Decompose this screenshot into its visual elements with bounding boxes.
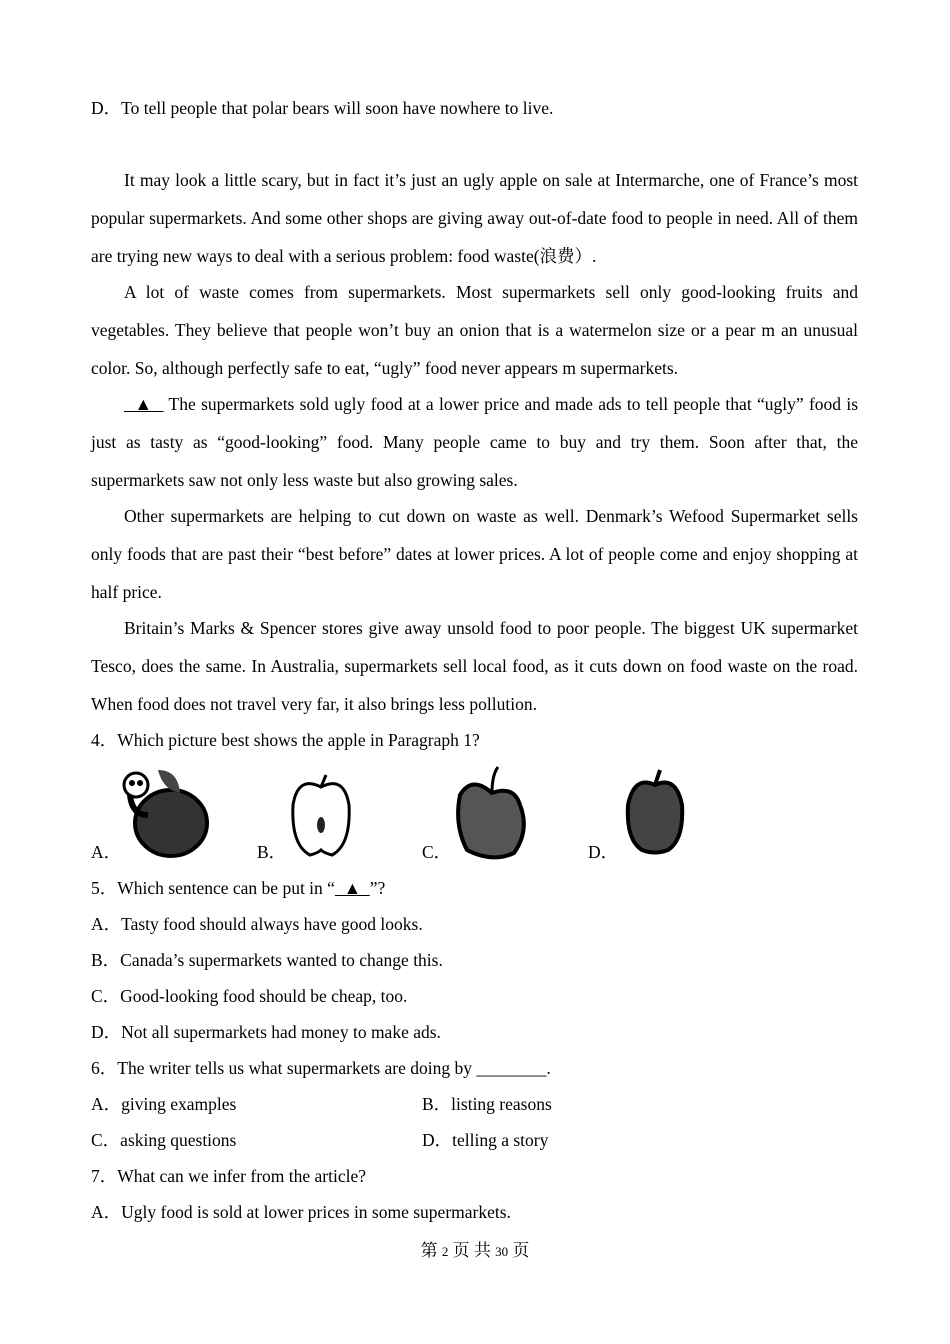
q4-label-d: D． — [588, 842, 619, 862]
q4-label-b: B． — [257, 842, 287, 862]
question-4: 4．Which picture best shows the apple in Paragraph 1? — [91, 730, 480, 750]
paragraph-1: It may look a little scary, but in fact it’s just an ugly apple on sale at Intermarche, one of France’s most popular supermarkets. And some other shops are giving away out-of-date food to people in need. All of them are trying new ways to deal with a serious problem: food waste(浪费）. — [91, 170, 858, 266]
q6-option-d[interactable]: D．telling a story — [422, 1130, 549, 1150]
paragraph-5: Britain’s Marks & Spencer stores give away unsold food to poor people. The biggest UK supermarket Tesco, does the same. In Australia, supermarkets sell local food, as it cuts down on food waste on the road. When food does not travel very far, it also brings less pollution. — [91, 618, 858, 714]
q4-label-a: A． — [91, 842, 122, 862]
q6-option-a[interactable]: A．giving examples — [91, 1094, 237, 1114]
apple-dark-image — [622, 765, 692, 860]
apple-with-worm-image — [118, 765, 213, 860]
blank-marker: ▲ — [134, 394, 153, 414]
q7-option-a[interactable]: A．Ugly food is sold at lower prices in some supermarkets. — [91, 1202, 511, 1222]
paragraph-3: ▲ The supermarkets sold ugly food at a lower price and made ads to tell people that “ugly” food is just as tasty as “good-looking” food. Many people came to buy and try them. Soon after that, the supermarkets saw not only less waste but also growing sales. — [91, 394, 859, 490]
q6-option-b[interactable]: B．listing reasons — [422, 1094, 552, 1114]
q5-option-a[interactable]: A．Tasty food should always have good looks. — [91, 914, 423, 934]
q5-option-b[interactable]: B．Canada’s supermarkets wanted to change this. — [91, 950, 443, 970]
q6-option-c[interactable]: C．asking questions — [91, 1130, 237, 1150]
q4-label-c: C． — [422, 842, 452, 862]
page-footer: 第 2 页 共 30 页 — [420, 1241, 530, 1260]
q5-option-d[interactable]: D．Not all supermarkets had money to make ads. — [91, 1022, 441, 1042]
apple-half-image — [288, 765, 358, 860]
question-7: 7．What can we infer from the article? — [91, 1166, 367, 1186]
question-5: 5．Which sentence can be put in “ ▲ ”? — [91, 878, 386, 898]
question-6: 6．The writer tells us what supermarkets are doing by ________. — [91, 1058, 551, 1078]
previous-option-d: D．To tell people that polar bears will soon have nowhere to live. — [91, 98, 554, 118]
ugly-apple-image — [452, 765, 532, 860]
paragraph-2: A lot of waste comes from supermarkets. Most supermarkets sell only good-looking fruits and vegetables. They believe that people won’t buy an onion that is a watermelon size or a pear m an unusual color. So, although perfectly safe to eat, “ugly” food never appears m supermarkets. — [91, 282, 858, 378]
q5-option-c[interactable]: C．Good-looking food should be cheap, too. — [91, 986, 408, 1006]
paragraph-4: Other supermarkets are helping to cut down on waste as well. Denmark’s Wefood Supermarket sells only foods that are past their “best before” dates at lower prices. A lot of people come and enjoy shopping at half price. — [91, 506, 858, 602]
